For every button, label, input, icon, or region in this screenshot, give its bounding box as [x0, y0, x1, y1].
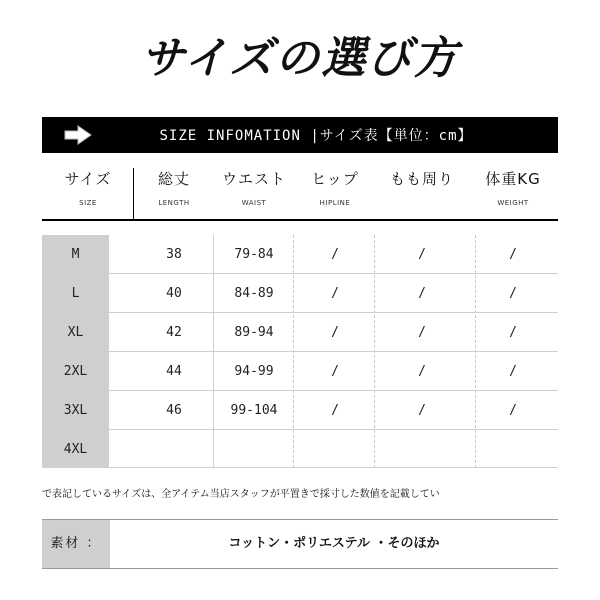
- cell-thigh: /: [418, 403, 426, 418]
- cell-weight: /: [509, 286, 517, 301]
- header-size-jp: サイズ: [64, 170, 112, 188]
- cell-waist: 79-84: [234, 247, 274, 262]
- cell-length: [134, 430, 214, 469]
- header-waist: [214, 168, 294, 220]
- cell-waist: 99-104: [230, 403, 278, 418]
- banner-text: SIZE INFOMATION |サイズ表【単位：cm】: [159, 128, 473, 144]
- page-title: サイズの選び方: [140, 33, 460, 84]
- table-row: [42, 313, 558, 352]
- table-row: [42, 235, 558, 274]
- cell-size: L: [71, 286, 80, 301]
- header-thigh: [376, 168, 468, 220]
- cell-length: 44: [166, 364, 182, 379]
- cell-hip: [294, 430, 376, 469]
- cell-size: XL: [67, 325, 84, 340]
- size-info-banner: [42, 117, 558, 153]
- cell-hip: /: [331, 325, 339, 340]
- header-divider: [133, 168, 134, 220]
- cell-thigh: /: [418, 247, 426, 262]
- material-label: 素材 ：: [42, 520, 110, 568]
- cell-hip: /: [331, 247, 339, 262]
- table-row: [42, 430, 558, 469]
- cell-weight: /: [509, 247, 517, 262]
- header-hip-en: HIPLINE: [319, 199, 351, 207]
- header-length-en: LENGTH: [158, 199, 190, 207]
- cell-weight: /: [509, 403, 517, 418]
- header-weight-jp: 体重KG: [485, 170, 541, 188]
- table-row: [42, 391, 558, 430]
- cell-size: 3XL: [63, 403, 88, 418]
- cell-size: 4XL: [63, 442, 88, 457]
- cell-length: 42: [166, 325, 182, 340]
- arrow-right-icon: [42, 117, 114, 153]
- table-row: [42, 274, 558, 313]
- cell-hip: /: [331, 286, 339, 301]
- header-length: [134, 168, 214, 220]
- cell-thigh: /: [418, 325, 426, 340]
- cell-waist: 84-89: [234, 286, 274, 301]
- header-hip-jp: ヒップ: [311, 170, 359, 188]
- measurement-note: で表記しているサイズは、全アイテム当店スタッフが平置きで採寸した数値を記載してい: [42, 489, 440, 500]
- cell-length: 38: [166, 247, 182, 262]
- cell-length: 40: [166, 286, 182, 301]
- cell-thigh: [376, 430, 468, 469]
- cell-waist: 89-94: [234, 325, 274, 340]
- cell-thigh: /: [418, 286, 426, 301]
- cell-weight: /: [509, 364, 517, 379]
- material-row: [42, 519, 558, 569]
- header-size-en: SIZE: [79, 199, 97, 207]
- header-size: [42, 168, 134, 220]
- cell-hip: /: [331, 403, 339, 418]
- header-waist-jp: ウエスト: [221, 170, 286, 188]
- header-thigh-jp: もも周り: [389, 170, 454, 188]
- cell-waist: 94-99: [234, 364, 274, 379]
- cell-size: 2XL: [63, 364, 88, 379]
- header-waist-en: WAIST: [241, 199, 267, 207]
- header-weight-en: WEIGHT: [497, 199, 529, 207]
- table-row: [42, 352, 558, 391]
- cell-hip: /: [331, 364, 339, 379]
- cell-length: 46: [166, 403, 182, 418]
- cell-weight: [468, 430, 558, 469]
- header-length-jp: 総丈: [157, 170, 190, 188]
- cell-waist: [214, 430, 294, 469]
- header-weight: [468, 168, 558, 220]
- header-hip: [294, 168, 376, 220]
- material-value: コットン・ポリエステル ・そのほか: [228, 536, 440, 551]
- cell-weight: /: [509, 325, 517, 340]
- header-underline: [42, 219, 558, 221]
- cell-thigh: /: [418, 364, 426, 379]
- table-header: [42, 168, 558, 220]
- cell-size: M: [71, 247, 80, 262]
